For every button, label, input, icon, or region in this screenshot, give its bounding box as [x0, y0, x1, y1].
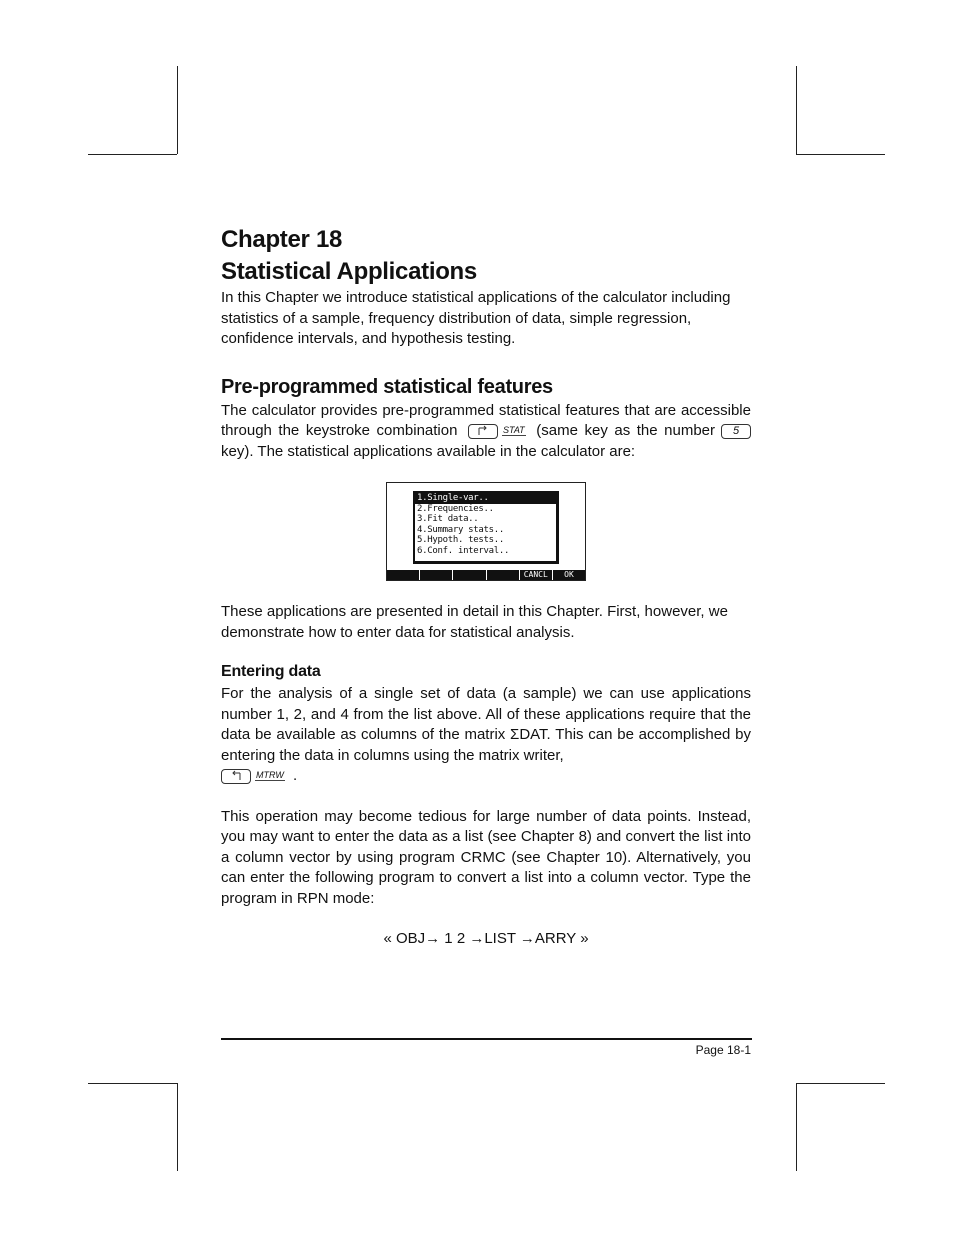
- menu-item-summary-stats[interactable]: 4.Summary stats..: [417, 524, 505, 535]
- softkey-3[interactable]: [452, 570, 485, 580]
- crop-mark: [796, 154, 885, 155]
- crop-mark: [88, 154, 177, 155]
- chapter-name: Statistical Applications: [221, 258, 477, 285]
- stat-menu-list: [413, 491, 559, 564]
- mtrw-key-label: MTRW: [256, 770, 284, 781]
- softkey-2[interactable]: [419, 570, 452, 580]
- number-5-key-icon: 5: [721, 424, 751, 439]
- crop-mark: [796, 66, 797, 154]
- entering-data-paragraph: [221, 684, 751, 787]
- chapter-intro: In this Chapter we introduce statistical applications of the calculator including statistics of a sample, frequency distribution of data, simple regression, confidence intervals, and hypothesis testing.: [221, 289, 731, 347]
- chapter-number: Chapter 18: [221, 226, 343, 253]
- section-paragraph: [221, 401, 751, 463]
- crop-mark: [177, 1083, 178, 1171]
- menu-item-hypoth-tests[interactable]: 5.Hypoth. tests..: [417, 535, 505, 546]
- menu-item-conf-interval[interactable]: 6.Conf. interval..: [417, 545, 510, 556]
- softkey-1[interactable]: [387, 570, 419, 580]
- program-code: « OBJ→ 1 2 →LIST →ARRY »: [383, 930, 589, 947]
- chapter-title: [221, 224, 751, 288]
- list-conversion-paragraph: This operation may become tedious for large number of data points. Instead, you may want to enter the data as a list (see Chapter 8) and convert the list into a column vector by using program CRMC (see Chapter 10). Alternatively, you can enter the following program to convert a list into a column vector. Type the program in RPN mode:: [221, 807, 751, 907]
- menu-item-fit-data[interactable]: 3.Fit data..: [417, 514, 479, 525]
- crop-mark: [88, 1083, 177, 1084]
- subsection-title: Entering data: [221, 663, 321, 680]
- menu-item-single-var[interactable]: 1.Single-var..: [415, 493, 556, 504]
- footer-rule: [221, 1038, 752, 1040]
- section-text-part2: (same key as the number: [536, 422, 716, 439]
- softkey-cancel[interactable]: CANCL: [519, 570, 552, 580]
- softkey-4[interactable]: [486, 570, 519, 580]
- crop-mark: [796, 1083, 885, 1084]
- softkey-ok[interactable]: OK: [552, 570, 585, 580]
- calculator-screen: [386, 482, 586, 581]
- entering-data-text: For the analysis of a single set of data (a sample) we can use applications number 1, 2, and 4 from the list above. All of these applications require that the data be available as columns of the matrix ΣDAT. This can be accomplished by entering the data in columns using the matrix writer,: [221, 685, 751, 764]
- section-text-part3: key). The statistical applications available in the calculator are:: [221, 442, 636, 460]
- section-title: Pre-programmed statistical features: [221, 375, 553, 398]
- page-number: Page 18-1: [695, 1043, 751, 1057]
- menu-item-frequencies[interactable]: 2.Frequencies..: [417, 503, 494, 514]
- right-shift-key-icon: [468, 424, 498, 439]
- crop-mark: [796, 1083, 797, 1171]
- stat-key-label: STAT: [503, 425, 525, 436]
- softkey-bar: [387, 570, 585, 580]
- section-text-part1: The calculator provides pre-programmed statistical features that are accessible through the keystroke combination: [221, 401, 751, 439]
- entering-data-end: .: [293, 767, 298, 784]
- crop-mark: [177, 66, 178, 154]
- after-screen-paragraph: These applications are presented in detail in this Chapter. First, however, we demonstrate how to enter data for statistical analysis.: [221, 603, 728, 641]
- page-content: [221, 224, 751, 949]
- left-shift-key-icon: [221, 769, 251, 784]
